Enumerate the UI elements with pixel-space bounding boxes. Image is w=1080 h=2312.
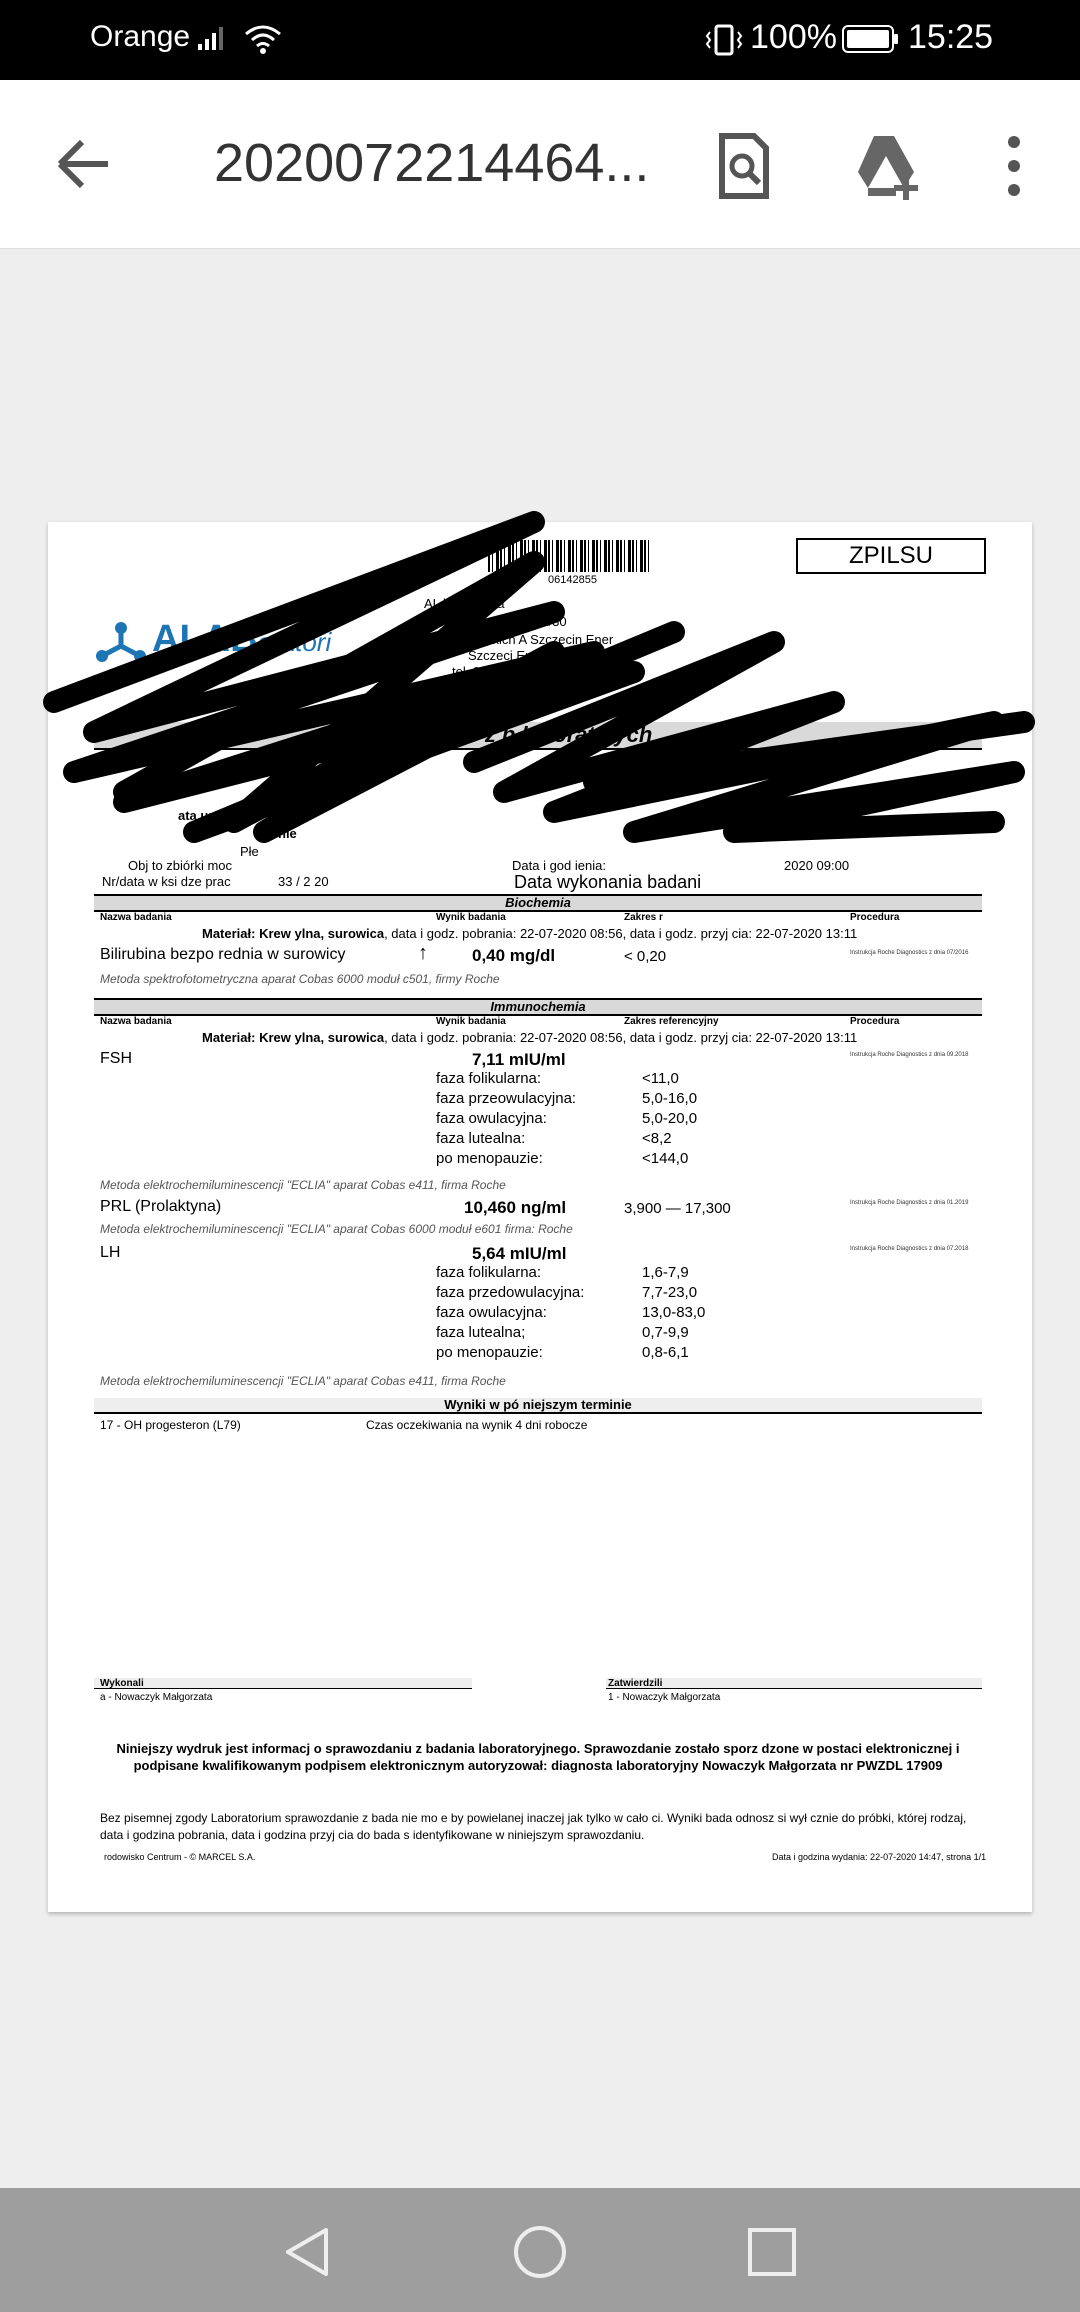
back-arrow-icon[interactable]	[52, 132, 116, 196]
address-line: e-mail: e.com	[444, 680, 523, 695]
fsh-phase-label: faza owulacyjna:	[436, 1110, 547, 1127]
address-line: Szczeci Energetyk	[468, 648, 575, 663]
lh-phase-label: faza folikularna:	[436, 1264, 542, 1281]
prl-ref: 3,900 — 17,300	[624, 1200, 731, 1217]
barcode	[488, 540, 650, 572]
fsh-phase-ref: 5,0-16,0	[642, 1090, 698, 1107]
bilirubin-name: Bilirubina bezpo rednia w surowicy	[100, 946, 346, 963]
fsh-phase-label: faza folikularna:	[436, 1070, 542, 1087]
footer-right: Data i godzina wydania: 22-07-2020 14:47, strona 1/1	[772, 1852, 987, 1862]
fsh-procedure: Instrukcja Roche Diagnostics z dnia 09.2018	[850, 1052, 969, 1058]
legal-notice: Bez pisemnej zgody Laboratorium sprawozdanie z bada nie mo e by powielanej inaczej jak tylko w cało ci. Wyniki bada odnosz si wył cznie do próbki, której rodzaj, data i godzina pobrania, data i godzina przyj cia do bada s identyfikowane w niniejszym sprawozdaniu.	[100, 1811, 967, 1842]
fsh-phase-ref: <11,0	[642, 1070, 679, 1087]
signal-icon	[196, 22, 230, 52]
report-title: Spr e z b laborat nych	[94, 722, 982, 750]
status-bar	[0, 0, 1080, 80]
high-arrow-indicator: ↑	[418, 942, 428, 964]
battery-percent: 100%	[750, 18, 837, 56]
prl-method: Metoda elektrochemiluminescencji "ECLIA" aparat Cobas 6000 moduł e601 firma: Roche	[100, 1222, 573, 1236]
material-volume-label: Obj to zbiórki moc	[128, 858, 233, 873]
lh-procedure: Instrukcja Roche Diagnostics z dnia 07.2018	[850, 1246, 969, 1252]
performed-label: Wykonali	[100, 1678, 144, 1689]
performed-name: a - Nowaczyk Małgorzata	[100, 1692, 213, 1703]
vibrate-icon	[704, 20, 744, 60]
bilirubin-ref: < 0,20	[624, 948, 667, 965]
fsh-method: Metoda elektrochemiluminescencji "ECLIA" aparat Cobas e411, firma Roche	[100, 1178, 506, 1192]
file-title: 2020072214464...	[214, 133, 650, 193]
fsh-phase-label: po menopauzie:	[436, 1150, 543, 1167]
col-result-header: Wynik badania	[436, 1016, 506, 1027]
code-box: ZPILSU	[796, 538, 986, 574]
approved-name: 1 - Nowaczyk Małgorzata	[608, 1692, 721, 1703]
col-ref-header: Zakres r	[624, 912, 663, 923]
fsh-phase-label: faza lutealna:	[436, 1130, 526, 1147]
address-line: tel. 91 442 503 9	[452, 664, 549, 679]
prl-procedure: Instrukcja Roche Diagnostics z dnia 01.2019	[850, 1200, 969, 1206]
material-info: Materiał: Krew ylna, surowica, data i godz. pobrania: 22-07-2020 08:56, data i godz. przyj cia: 22-07-2020 13:11	[202, 1030, 858, 1045]
barcode-number: 06142855	[548, 574, 597, 586]
address-line: 00-7 Warsza St ka 22/30	[424, 614, 567, 629]
col-procedure-header: Procedura	[850, 1016, 900, 1027]
prl-name: PRL (Prolaktyna)	[100, 1198, 222, 1215]
bilirubin-method: Metoda spektrofotometryczna aparat Cobas 6000 moduł c501, firmy Roche	[100, 972, 500, 986]
patient-sex-label: Płe	[240, 844, 259, 859]
lh-phase-ref: 0,8-6,1	[642, 1344, 689, 1361]
col-name-header: Nazwa badania	[100, 1016, 172, 1027]
lh-value: 5,64 mIU/ml	[472, 1244, 567, 1263]
pending-wait-time: Czas oczekiwania na wynik 4 dni robocze	[366, 1418, 588, 1432]
logo-text: ALABoratori	[152, 618, 332, 660]
carrier-name: Orange	[90, 20, 191, 53]
section-pending: Wyniki w pó niejszym terminie	[94, 1398, 982, 1414]
lh-name: LH	[100, 1244, 121, 1261]
fsh-value: 7,11 mIU/ml	[472, 1050, 566, 1069]
pdf-page	[48, 522, 1032, 1912]
col-ref-header: Zakres referencyjny	[624, 1016, 719, 1027]
lh-phase-ref: 7,7-23,0	[642, 1284, 698, 1301]
col-name-header: Nazwa badania	[100, 912, 172, 923]
wifi-icon	[244, 22, 282, 56]
exec-date-label: Data wykonania badani	[514, 872, 702, 892]
material-info: Materiał: Krew ylna, surowica, data i godz. pobrania: 22-07-2020 08:56, data i godz. przyj cia: 22-07-2020 13:11	[202, 926, 858, 941]
document-search-icon[interactable]	[708, 130, 780, 202]
order-date-value: 2020 09:00	[784, 858, 850, 873]
fsh-name: FSH	[100, 1050, 132, 1067]
system-navigation-bar	[0, 2188, 1080, 2312]
book-number-value: 33 / 2 20	[278, 874, 329, 889]
col-result-header: Wynik badania	[436, 912, 506, 923]
lh-phase-label: faza owulacyjna:	[436, 1304, 547, 1321]
lh-phase-ref: 0,7-9,9	[642, 1324, 689, 1341]
alab-logo-icon	[94, 618, 148, 664]
app-bar	[0, 80, 1080, 249]
back-triangle-icon[interactable]	[280, 2224, 336, 2280]
patient-line: nie	[278, 826, 297, 841]
bilirubin-procedure: Instrukcja Roche Diagnostics z dnia 07/2016	[850, 950, 969, 956]
approved-label: Zatwierdzili	[608, 1678, 663, 1689]
lh-phase-ref: 1,6-7,9	[642, 1264, 689, 1281]
recents-square-icon[interactable]	[744, 2224, 800, 2280]
performed-divider	[94, 1678, 472, 1689]
lh-phase-label: faza przedowulacyjna:	[436, 1284, 585, 1301]
bilirubin-value: 0,40 mg/dl	[472, 946, 556, 965]
order-date-label: Data i god ienia:	[512, 858, 606, 873]
lh-phase-label: faza lutealna;	[436, 1324, 526, 1341]
home-circle-icon[interactable]	[512, 2224, 568, 2280]
col-procedure-header: Procedura	[850, 912, 900, 923]
address-line: -Laboratori iali skich A Szczecin Ener	[400, 632, 614, 647]
section-biochemia: Biochemia	[94, 894, 982, 912]
section-immunochemia: Immunochemia	[94, 998, 982, 1016]
prl-value: 10,460 ng/ml	[464, 1198, 567, 1217]
more-vert-icon[interactable]	[980, 130, 1052, 202]
pending-test-name: 17 - OH progesteron (L79)	[100, 1418, 241, 1432]
book-number-label: Nr/data w ksi dze prac	[102, 874, 231, 889]
fsh-phase-ref: <144,0	[642, 1150, 689, 1167]
battery-icon	[842, 24, 900, 54]
lh-phase-label: po menopauzie:	[436, 1344, 543, 1361]
lh-phase-ref: 13,0-83,0	[642, 1304, 706, 1321]
google-drive-add-icon[interactable]	[850, 130, 922, 202]
fsh-phase-ref: <8,2	[642, 1130, 672, 1147]
patient-birth-label: ata urodz	[178, 808, 236, 823]
address-line: AL laboratoria	[424, 596, 505, 611]
electronic-signature-notice: Niniejszy wydruk jest informacj o sprawozdaniu z badania laboratoryjnego. Sprawozdanie zostało sporz dzone w postaci elektronicznej i podpisane kwalifikowanym podpisem elektronicznym autoryzował: diagnosta laboratoryjny Nowaczyk Małgorzata nr PWZDL 17909	[116, 1741, 960, 1773]
lh-method: Metoda elektrochemiluminescencji "ECLIA" aparat Cobas e411, firma Roche	[100, 1374, 506, 1388]
fsh-phase-label: faza przeowulacyjna:	[436, 1090, 577, 1107]
fsh-phase-ref: 5,0-20,0	[642, 1110, 698, 1127]
clock: 15:25	[908, 18, 994, 56]
footer-left: rodowisko Centrum - © MARCEL S.A.	[104, 1852, 256, 1862]
